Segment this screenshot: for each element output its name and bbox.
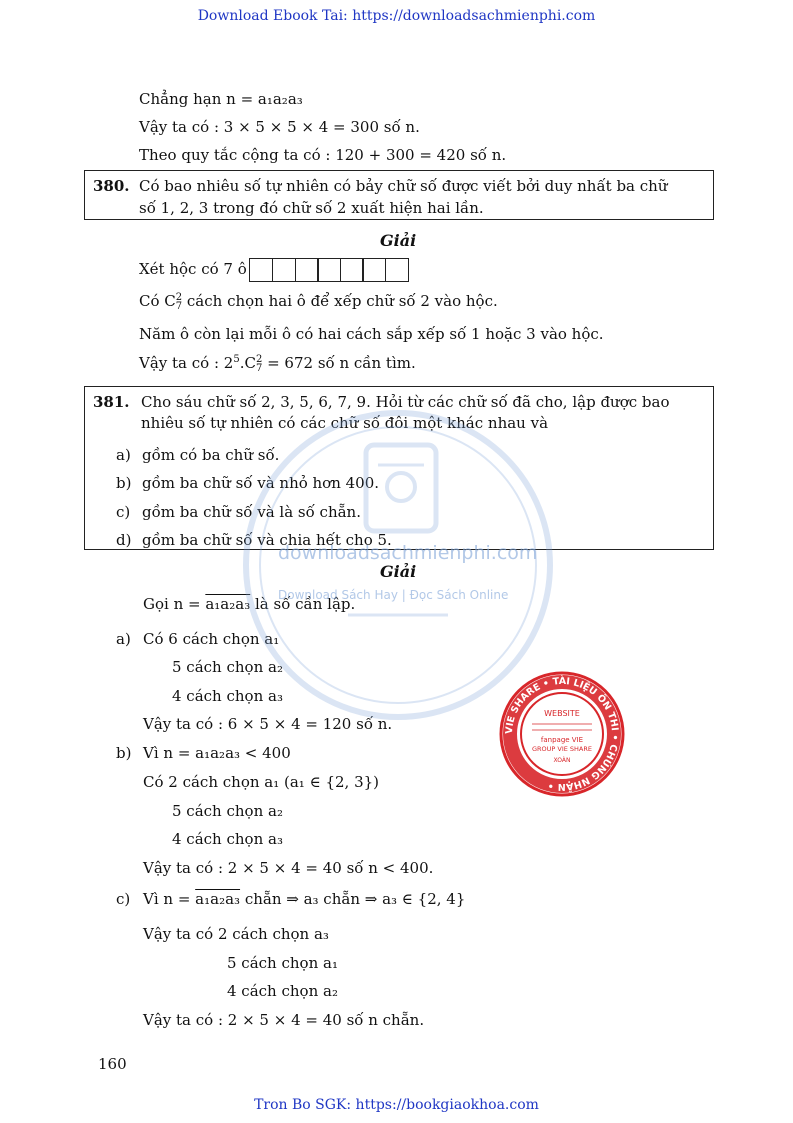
solution-381-b-label: b) xyxy=(116,744,132,762)
problem-381-d-text: gồm ba chữ số và chia hết cho 5. xyxy=(142,531,392,549)
svg-text:fanpage VIE: fanpage VIE xyxy=(540,736,584,744)
solution-381-b-line-1: Vì n = a₁a₂a₃ < 400 xyxy=(143,744,291,762)
problem-380-text-1: Có bao nhiêu số tự nhiên có bảy chữ số được viết bởi duy nhất ba chữ xyxy=(139,177,668,195)
problem-381-c-text: gồm ba chữ số và là số chẵn. xyxy=(142,503,361,521)
solution-380-line-2: Có C 2 7 cách chọn hai ô để xếp chữ số 2 vào hộc. xyxy=(139,292,498,312)
footer-sgk-link[interactable]: Tron Bo SGK: https://bookgiaokhoa.com xyxy=(254,1097,539,1113)
problem-381-text-1: Cho sáu chữ số 2, 3, 5, 6, 7, 9. Hỏi từ các chữ số đã cho, lập được bao xyxy=(141,393,670,411)
problem-380-number: 380. xyxy=(93,177,130,195)
solution-381-c-line-2: Vậy ta có 2 cách chọn a₃ xyxy=(143,925,329,943)
solution-381-heading: Giải xyxy=(380,562,417,581)
svg-text:WEBSITE: WEBSITE xyxy=(544,709,580,718)
problem-381-b-text: gồm ba chữ số và nhỏ hơn 400. xyxy=(142,474,380,492)
seven-cell-box xyxy=(251,258,409,282)
watermark-site-text: downloadsachmienphi.com xyxy=(278,542,538,564)
solution-381-c-line-4: 4 cách chọn a₂ xyxy=(227,982,338,1000)
solution-381-b-line-3: 5 cách chọn a₂ xyxy=(172,802,283,820)
solution-380-line-1: Xét hộc có 7 ô xyxy=(139,258,409,282)
svg-text:VIE SHARE • TÀI LIỆU ÔN THI •: VIE SHARE • TÀI LIỆU ÔN THI • CHÚNG NHẬN • xyxy=(503,675,621,793)
solution-381-a-line-2: 5 cách chọn a₂ xyxy=(172,658,283,676)
problem-381-d-label: d) xyxy=(116,531,132,549)
solution-381-a-line-1: Có 6 cách chọn a₁ xyxy=(143,630,280,648)
solution-381-b-line-4: 4 cách chọn a₃ xyxy=(172,830,283,848)
intro-line-2: Vậy ta có : 3 × 5 × 5 × 4 = 300 số n. xyxy=(139,118,420,136)
solution-381-a-line-4: Vậy ta có : 6 × 5 × 4 = 120 số n. xyxy=(143,715,393,733)
problem-381-c-label: c) xyxy=(116,503,131,521)
page-number: 160 xyxy=(98,1055,127,1073)
vie-share-stamp-icon xyxy=(498,670,626,798)
problem-380-text-2: số 1, 2, 3 trong đó chữ số 2 xuất hiện hai lần. xyxy=(139,199,484,217)
problem-381-a-label: a) xyxy=(116,446,131,464)
solution-381-b-line-5: Vậy ta có : 2 × 5 × 4 = 40 số n < 400. xyxy=(143,859,434,877)
header-download-link[interactable]: Download Ebook Tai: https://downloadsachmienphi.com xyxy=(197,8,596,24)
solution-381-c-label: c) xyxy=(116,890,131,908)
intro-line-1: Chẳng hạn n = a₁a₂a₃ xyxy=(139,90,303,108)
intro-line-3: Theo quy tắc cộng ta có : 120 + 300 = 420 số n. xyxy=(139,146,507,164)
solution-380-line-3: Năm ô còn lại mỗi ô có hai cách sắp xếp số 1 hoặc 3 vào hộc. xyxy=(139,325,604,343)
svg-text:XOÀN: XOÀN xyxy=(553,757,571,764)
problem-381-a-text: gồm có ba chữ số. xyxy=(142,446,280,464)
problem-381-text-2: nhiêu số tự nhiên có các chữ số đôi một khác nhau và xyxy=(141,414,549,432)
solution-381-c-line-3: 5 cách chọn a₁ xyxy=(227,954,338,972)
problem-381-b-label: b) xyxy=(116,474,132,492)
solution-381-intro: Gọi n = a₁a₂a₃ là số cần lập. xyxy=(143,595,356,613)
solution-381-c-line-5: Vậy ta có : 2 × 5 × 4 = 40 số n chẵn. xyxy=(143,1011,425,1029)
solution-381-a-label: a) xyxy=(116,630,131,648)
solution-380-line-4: Vậy ta có : $2^5.C$ 2 7 = 672 số n cần tìm. xyxy=(139,354,416,374)
solution-381-b-line-2: Có 2 cách chọn a₁ (a₁ ∈ {2, 3}) xyxy=(143,773,380,791)
solution-381-a-line-3: 4 cách chọn a₃ xyxy=(172,687,283,705)
watermark-tagline-text: Download Sách Hay | Đọc Sách Online xyxy=(278,588,509,602)
solution-381-c-line-1: Vì n = a₁a₂a₃ chẵn ⇒ a₃ chẵn ⇒ a₃ ∈ {2, 4} xyxy=(143,890,466,908)
svg-text:GROUP VIE SHARE: GROUP VIE SHARE xyxy=(531,745,593,753)
problem-381-number: 381. xyxy=(93,393,130,411)
solution-380-heading: Giải xyxy=(380,231,417,250)
